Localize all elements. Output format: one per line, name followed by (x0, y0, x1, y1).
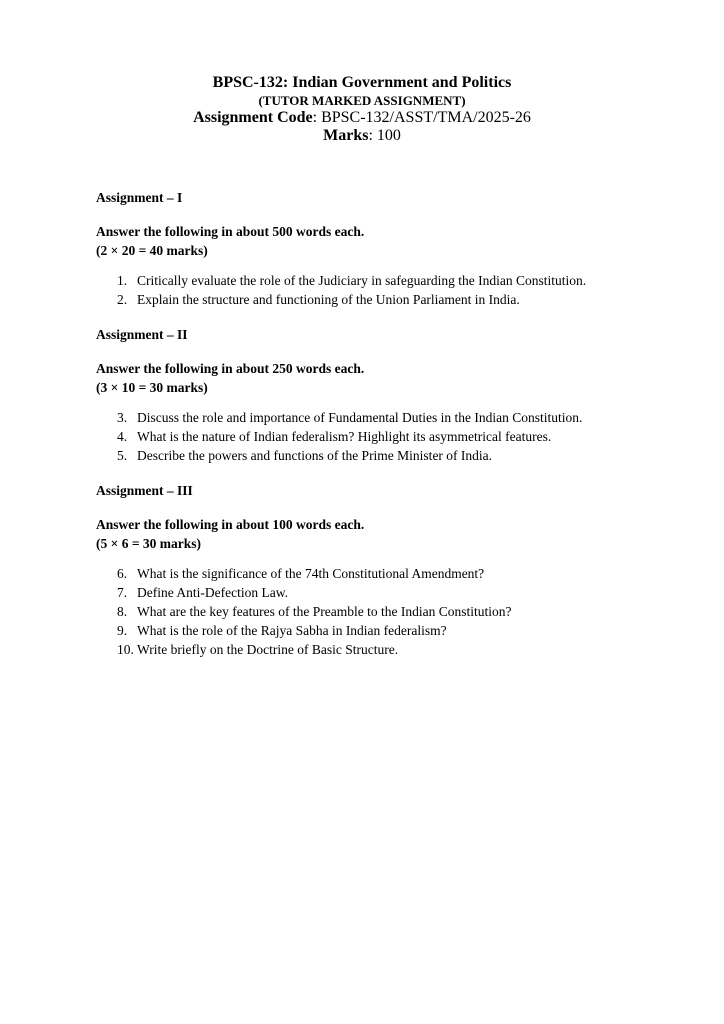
marks-distribution-line: (3 × 10 = 30 marks) (96, 380, 208, 395)
question-number: 5. (117, 448, 128, 463)
instruction-block (96, 515, 628, 553)
question-number: 10. (117, 642, 134, 657)
question-text: What is the role of the Rajya Sabha in Indian federalism? (137, 623, 447, 638)
question-text: Critically evaluate the role of the Judiciary in safeguarding the Indian Constitution. (137, 273, 587, 288)
marks-line (96, 127, 628, 145)
question-row (96, 427, 628, 446)
question-row (96, 408, 628, 427)
assignment-code-label: Assignment Code (193, 109, 313, 126)
question-text: Define Anti-Defection Law. (137, 585, 288, 600)
question-row (96, 621, 628, 640)
section-heading: Assignment – III (96, 483, 193, 498)
assignment-code-value: : BPSC-132/ASST/TMA/2025-26 (312, 109, 531, 126)
question-text: What are the key features of the Preamble to the Indian Constitution? (137, 604, 512, 619)
section-assignment-2 (96, 325, 628, 465)
marks-distribution-line: (2 × 20 = 40 marks) (96, 243, 208, 258)
course-title: BPSC-132: Indian Government and Politics (212, 74, 512, 91)
question-list (96, 408, 628, 465)
marks-label: Marks (323, 127, 369, 144)
question-text: What is the significance of the 74th Constitutional Amendment? (137, 566, 485, 581)
question-row (96, 583, 628, 602)
question-row (96, 564, 628, 583)
question-number: 9. (117, 623, 128, 638)
marks-distribution-line: (5 × 6 = 30 marks) (96, 536, 202, 551)
question-text: Describe the powers and functions of the Prime Minister of India. (137, 448, 493, 463)
marks-value: : 100 (368, 127, 401, 144)
question-text: What is the nature of Indian federalism? Highlight its asymmetrical features. (137, 429, 552, 444)
instruction-line: Answer the following in about 500 words each. (96, 224, 365, 239)
question-row (96, 271, 628, 290)
question-row (96, 290, 628, 309)
assignment-type-subtitle: (TUTOR MARKED ASSIGNMENT) (258, 93, 466, 108)
question-row (96, 602, 628, 621)
question-number: 7. (117, 585, 128, 600)
question-number: 1. (117, 273, 128, 288)
instruction-block (96, 222, 628, 260)
question-text: Discuss the role and importance of Fundamental Duties in the Indian Constitution. (137, 410, 583, 425)
question-number: 8. (117, 604, 128, 619)
question-number: 3. (117, 410, 128, 425)
instruction-line: Answer the following in about 250 words each. (96, 361, 365, 376)
question-number: 6. (117, 566, 128, 581)
section-heading: Assignment – I (96, 190, 183, 205)
instruction-line: Answer the following in about 100 words each. (96, 517, 365, 532)
instruction-block (96, 359, 628, 397)
question-row (96, 446, 628, 465)
document-header (96, 73, 628, 145)
question-number: 4. (117, 429, 128, 444)
section-assignment-3 (96, 481, 628, 659)
assignment-code-line (96, 109, 628, 127)
question-text: Write briefly on the Doctrine of Basic Structure. (137, 642, 399, 657)
question-row (96, 640, 628, 659)
section-assignment-1 (96, 188, 628, 309)
question-list (96, 271, 628, 309)
question-list (96, 564, 628, 659)
question-number: 2. (117, 292, 128, 307)
section-heading: Assignment – II (96, 327, 188, 342)
question-text: Explain the structure and functioning of the Union Parliament in India. (137, 292, 520, 307)
